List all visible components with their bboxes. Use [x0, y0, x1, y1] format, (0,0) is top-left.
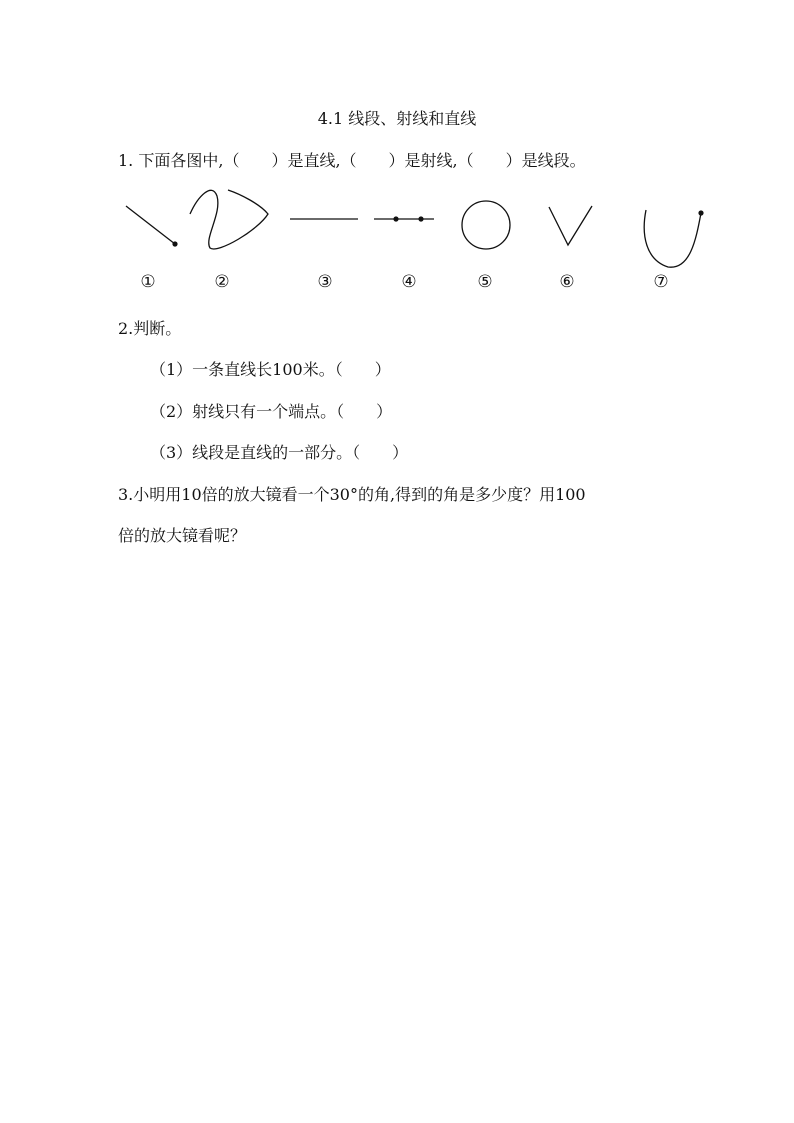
- worksheet-title: 4.1 线段、射线和直线: [317, 109, 477, 128]
- judgement-item-2: （2）射线只有一个端点。（ ）: [150, 402, 393, 421]
- figure-label-3: ③: [317, 272, 333, 292]
- figure-2-curve: [190, 190, 268, 249]
- question-3-line-2: 倍的放大镜看呢？: [118, 526, 247, 545]
- judgement-item-1: （1）一条直线长100米。（ ）: [150, 360, 391, 379]
- figure-label-4: ④: [401, 272, 417, 292]
- question-2-heading: 2.判断。: [118, 319, 182, 338]
- figure-5-circle: [462, 201, 510, 249]
- figure-label-7: ⑦: [653, 272, 669, 292]
- figure-label-5: ⑤: [477, 272, 493, 292]
- question-1-text: 1. 下面各图中,（ ）是直线,（ ）是射线,（ ）是线段。: [118, 151, 586, 170]
- figure-6-angle: [549, 206, 592, 245]
- judgement-item-3: （3）线段是直线的一部分。（ ）: [150, 443, 409, 462]
- figure-7-u-curve: [644, 210, 703, 267]
- figure-1-ray: [126, 206, 178, 247]
- figure-label-1: ①: [140, 272, 156, 292]
- figure-4-line-with-points: [374, 216, 434, 221]
- figure-label-2: ②: [214, 272, 230, 292]
- figure-label-6: ⑥: [559, 272, 575, 292]
- question-3-line-1: 3.小明用10倍的放大镜看一个30°的角,得到的角是多少度？用100: [118, 485, 586, 504]
